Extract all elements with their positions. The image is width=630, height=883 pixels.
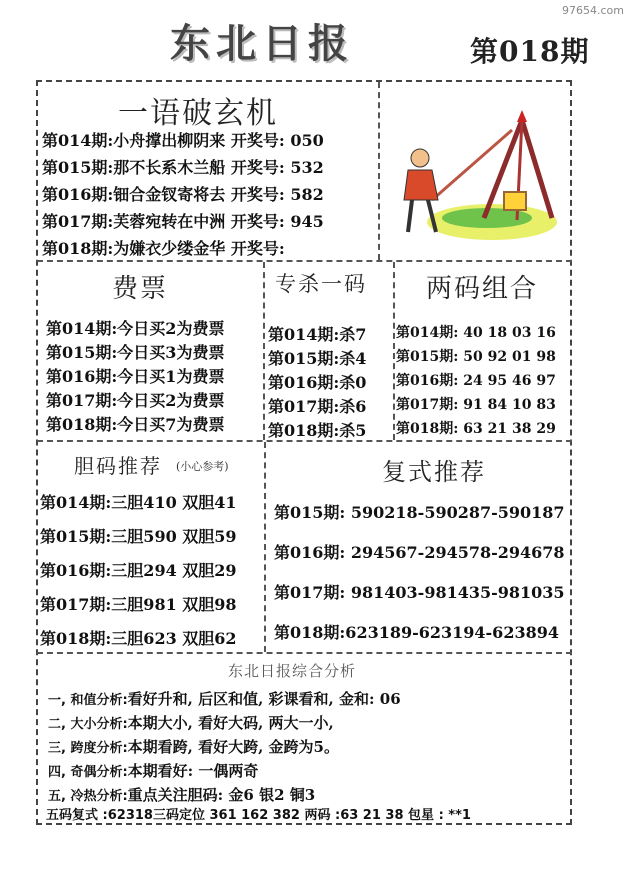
kill-row: 第016期:杀0	[268, 373, 367, 392]
dan-row: 第017期:三胆981 双胆98	[40, 595, 237, 614]
riddle-row: 第015期:那不长系木兰船 开奖号: 532	[42, 158, 324, 177]
multi-row: 第016期: 294567-294578-294678	[274, 543, 565, 562]
analysis-text: 本期大小, 看好大码, 两大一小,	[127, 714, 334, 732]
kill-list	[268, 322, 366, 442]
fee-row: 第016期:今日买1为费票	[46, 367, 225, 386]
multi-title: 复式推荐	[382, 458, 486, 486]
analysis-key: 一, 和值分析:	[48, 693, 128, 708]
dan-note: (小心参考)	[176, 460, 229, 473]
divider-2	[37, 440, 572, 442]
kill-row: 第014期:杀7	[268, 325, 367, 344]
pair-row: 第018期: 63 21 38 29	[396, 421, 556, 437]
multi-row: 第017期: 981403-981435-981035	[274, 583, 565, 602]
pair-list	[396, 322, 556, 442]
analysis-key: 二, 大小分析:	[48, 717, 128, 732]
analysis-row	[48, 736, 401, 760]
analysis-row	[48, 712, 401, 736]
riddle-title: 一语破玄机	[118, 96, 278, 131]
kill-divider	[393, 262, 395, 440]
analysis-row	[48, 760, 401, 784]
analysis-title: 东北日报综合分析	[228, 662, 357, 680]
kill-title: 专杀一码	[275, 272, 367, 296]
riddle-list	[42, 128, 324, 263]
masthead-title: 东北日报	[170, 20, 354, 67]
kill-row: 第018期:杀5	[268, 421, 367, 440]
analysis-text: 重点关注胆码: 金6 银2 铜3	[127, 786, 316, 804]
riddle-row: 第016期:钿合金钗寄将去 开奖号: 582	[42, 185, 324, 204]
riddle-divider	[378, 82, 380, 260]
pair-row: 第015期: 50 92 01 98	[396, 349, 556, 365]
analysis-text: 本期看好: 一偶两奇	[127, 762, 259, 780]
analysis-key: 四, 奇偶分析:	[48, 765, 128, 780]
site-watermark: 97654.com	[562, 4, 624, 17]
divider-3	[37, 652, 572, 654]
pair-title: 两码组合	[426, 274, 539, 304]
dan-title: 胆码推荐	[74, 454, 162, 478]
pair-row: 第017期: 91 84 10 83	[396, 397, 556, 413]
dan-list	[40, 490, 237, 660]
dan-row: 第015期:三胆590 双胆59	[40, 527, 237, 546]
riddle-row: 第018期:为嫌衣少缕金华 开奖号:	[42, 239, 285, 258]
analysis-key: 三, 跨度分析:	[48, 741, 128, 756]
analysis-text: 看好升和, 后区和值, 彩课看和, 金和: 06	[127, 690, 401, 708]
multi-row: 第018期:623189-623194-623894	[274, 623, 559, 642]
analysis-bottom-line: 五码复式 :62318三码定位 361 162 382 两码 :63 21 38 包星 : **1	[46, 808, 471, 823]
analysis-text: 本期看跨, 看好大跨, 金跨为5。	[127, 738, 339, 756]
divider-1	[37, 260, 572, 262]
dan-row: 第016期:三胆294 双胆29	[40, 561, 237, 580]
riddle-row: 第017期:芙蓉宛转在中洲 开奖号: 945	[42, 212, 324, 231]
fee-row: 第018期:今日买7为费票	[46, 415, 225, 434]
fee-row: 第015期:今日买3为费票	[46, 343, 225, 362]
fee-title: 费票	[112, 274, 169, 304]
kill-row: 第017期:杀6	[268, 397, 367, 416]
pair-row: 第014期: 40 18 03 16	[396, 325, 556, 341]
analysis-list	[48, 688, 401, 808]
sundial-traveler-icon	[392, 100, 562, 250]
multi-list	[274, 500, 565, 660]
fee-row: 第017期:今日买2为费票	[46, 391, 225, 410]
kill-row: 第015期:杀4	[268, 349, 367, 368]
riddle-row: 第014期:小舟撑出柳阴来 开奖号: 050	[42, 131, 324, 150]
analysis-row	[48, 688, 401, 712]
multi-row: 第015期: 590218-590287-590187	[274, 503, 565, 522]
dan-row: 第018期:三胆623 双胆62	[40, 629, 237, 648]
fee-row: 第014期:今日买2为费票	[46, 319, 225, 338]
dan-row: 第014期:三胆410 双胆41	[40, 493, 237, 512]
dan-divider	[264, 442, 266, 652]
issue-number: 第018期	[470, 35, 590, 68]
analysis-key: 五, 冷热分析:	[48, 789, 128, 804]
fee-divider	[263, 262, 265, 440]
pair-row: 第016期: 24 95 46 97	[396, 373, 556, 389]
fee-list	[46, 316, 224, 436]
